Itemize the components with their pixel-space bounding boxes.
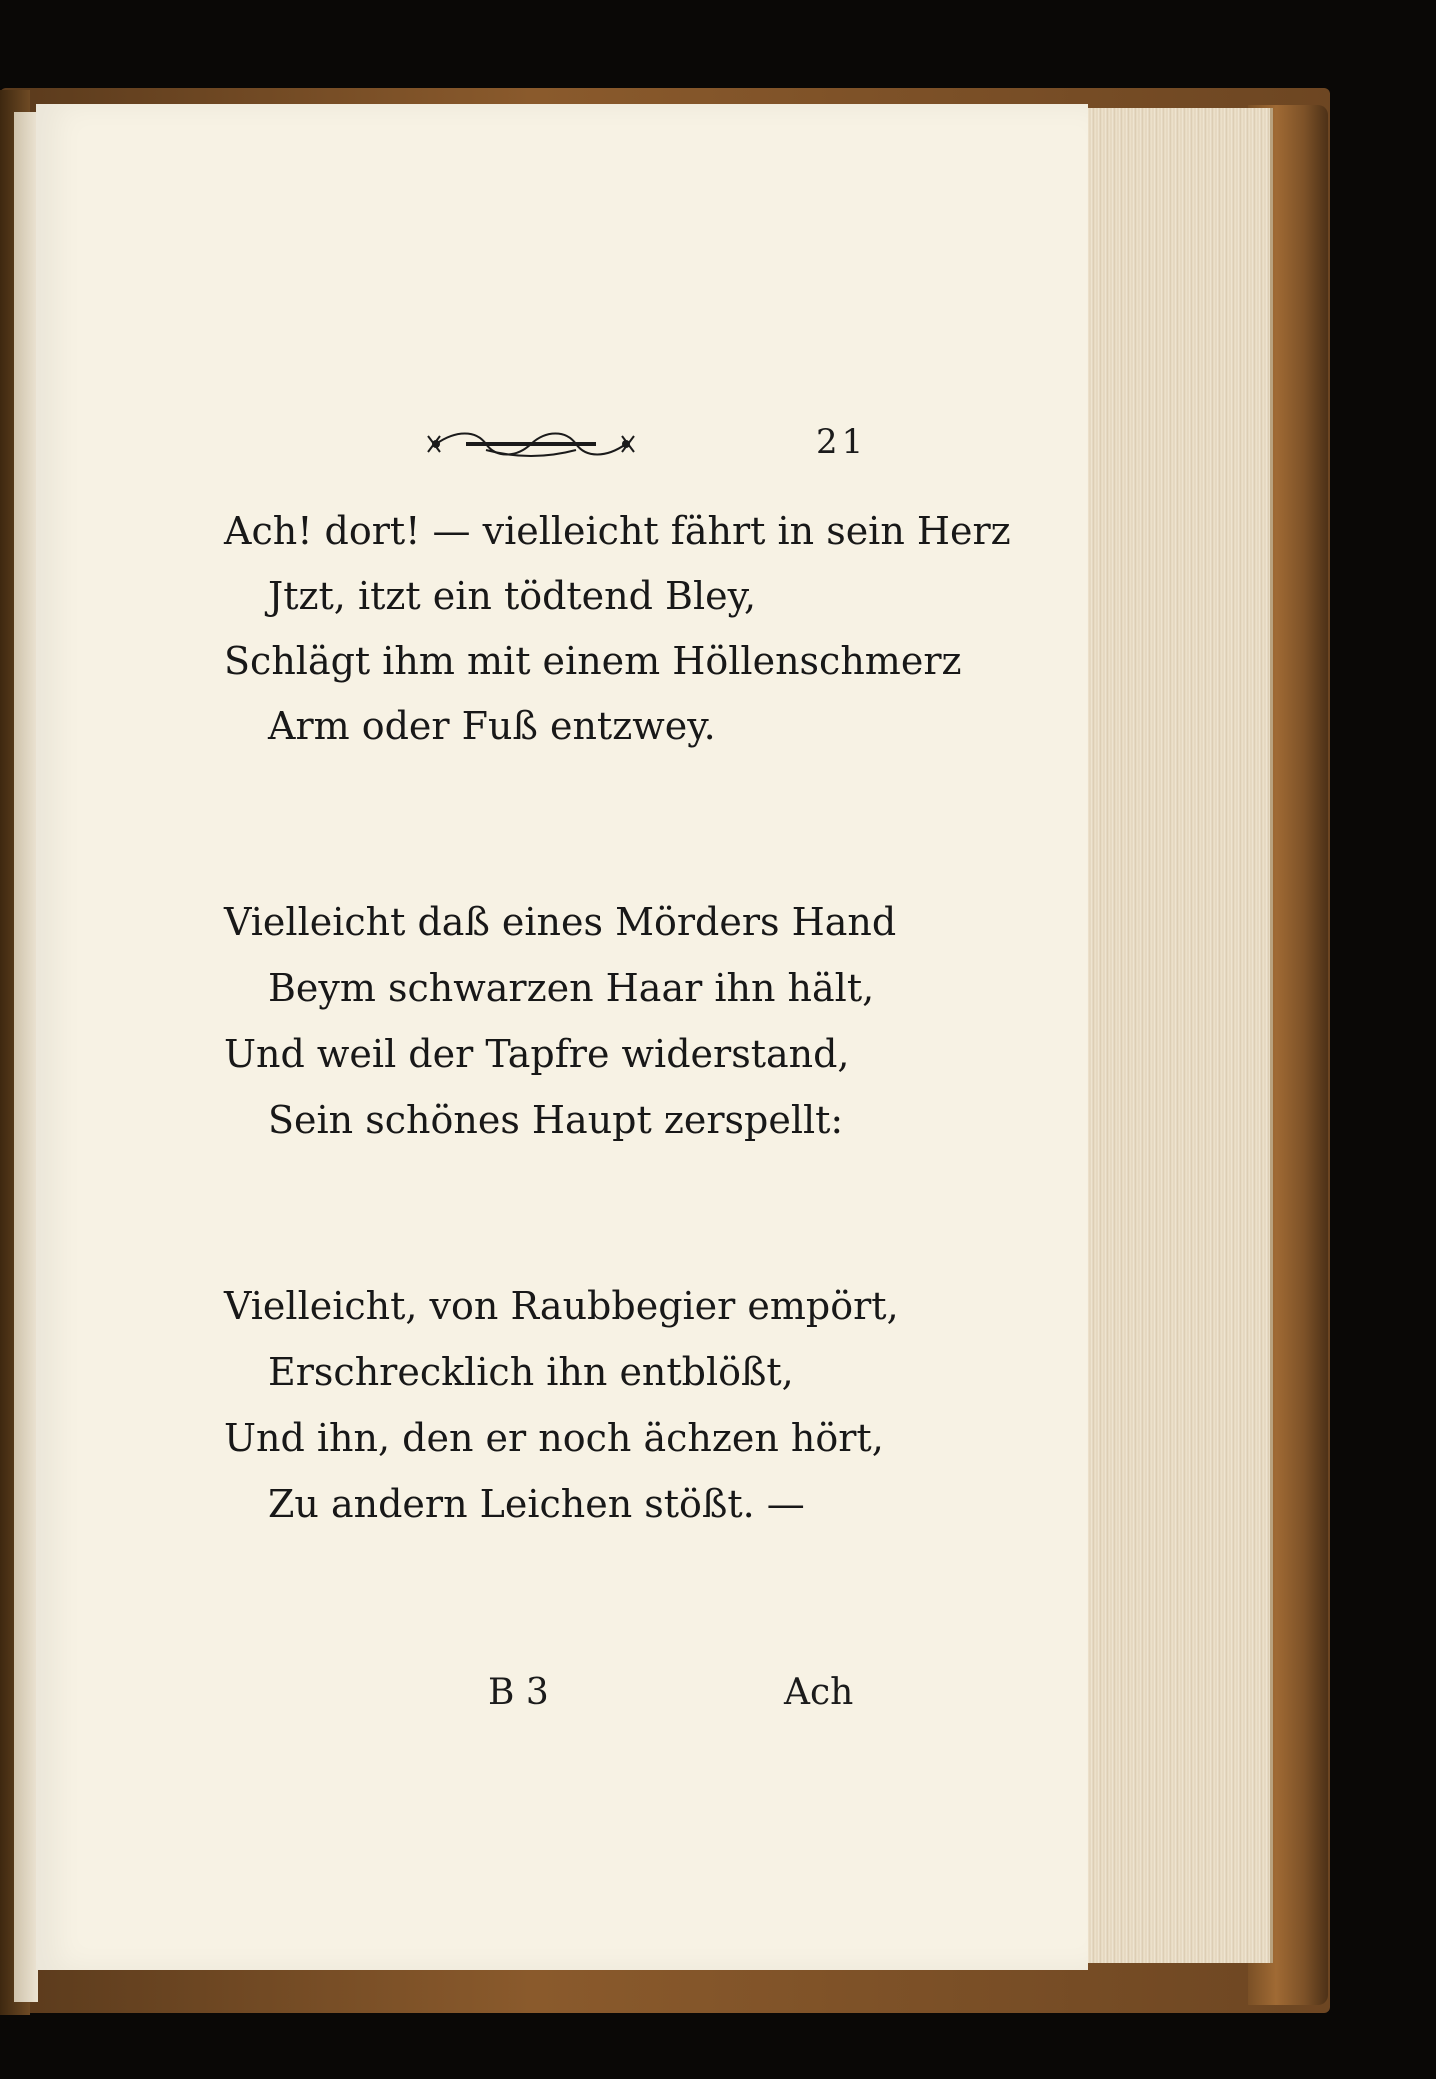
poem-line: Zu andern Leichen stößt. — xyxy=(268,1482,805,1526)
poem-line: Vielleicht, von Raubbegier empört, xyxy=(224,1284,899,1328)
poem-line: Schlägt ihm mit einem Höllenschmerz xyxy=(224,639,962,683)
left-page-edge xyxy=(14,112,38,2002)
poem-line: Arm oder Fuß entzwey. xyxy=(268,704,716,748)
signature-mark: B 3 xyxy=(488,1672,549,1713)
poem-line: Vielleicht daß eines Mörders Hand xyxy=(224,900,897,944)
header-ornament-icon xyxy=(426,422,636,466)
poem-line: Und ihn, den er noch ächzen hört, xyxy=(224,1416,884,1460)
page-block-edges xyxy=(1088,108,1273,1963)
poem-line: Beym schwarzen Haar ihn hält, xyxy=(268,966,875,1010)
book-page xyxy=(36,104,1088,1970)
poem-line: Und weil der Tapfre widerstand, xyxy=(224,1032,850,1076)
page-number: 21 xyxy=(816,422,868,462)
poem-line: Jtzt, itzt ein tödtend Bley, xyxy=(268,574,757,618)
poem-line: Sein schönes Haupt zerspellt: xyxy=(268,1098,844,1142)
catchword: Ach xyxy=(784,1672,854,1713)
poem-line: Erschrecklich ihn entblößt, xyxy=(268,1350,794,1394)
poem-line: Ach! dort! — vielleicht fährt in sein Herz xyxy=(224,509,1011,553)
